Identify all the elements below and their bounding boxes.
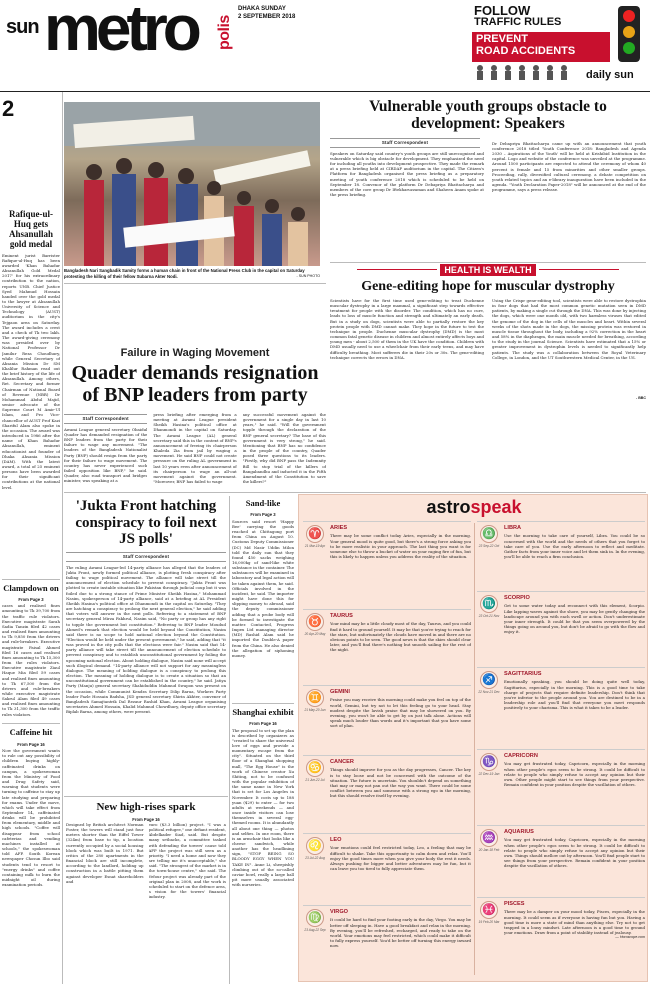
- capricorn-icon: ♑: [480, 753, 498, 771]
- human-chain-photo: [64, 102, 320, 266]
- aries-icon: ♈: [306, 525, 324, 543]
- quader-headline: Quader demands resignation of BNP leaders from party: [71, 362, 319, 407]
- gene-col-2: Using the Crispr gene-editing tool, scientists were able to restore dystrophin in four dogs that had the most common genetic mutation seen in DMD patients, by making a single cut through the DNA. This was done by injecting the dogs, which were one month old, with two harmless viruses that edited the genome of the dog in the cells of the muscles and heart. Within several weeks of the shots made in the dogs, the missing protein was restored in muscle tissue throughout the body, including a 92% correction in the heart and 58% in the diaphragm, the main muscle needed for breathing, according to the study in the journal Science. Scientists have estimated that a 15% or greater improvement in dystrophin levels is needed to significantly help patients. The study was a collaboration between the Royal Veterinary College, in London, and the UT Southwestern Medical Center, in the US.: [492, 298, 646, 360]
- quader-kicker-box: [64, 346, 326, 360]
- scorpio-icon: ♏: [480, 595, 498, 613]
- quader-top-rule: [64, 283, 326, 284]
- brand-sun: sun: [6, 16, 39, 38]
- virgo-dates: 23 Aug-22 Sep: [304, 928, 326, 932]
- caffeine-text: Now the government wants to rule out any possibility of children buying highly-caffeinated drinks on campus, a spokeswoman from the Ministry of Food and Drug Safety said, warning that students were turning to caffeine to stay up late studying and preparing for exams. Under the move, which will take effect from September 14, caffeinated drinks will be prohibited from elementary, middle and high schools. "Coffee will disappear from school cafeterias and vending machines installed at schools," the spokeswoman told AFP. South Korean newspaper Chosun Ilbo said students tend to resort to "energy drinks" and coffee containing milk to burn the midnight oil during examination periods.: [2, 748, 60, 888]
- aquarius-icon: ♒: [480, 829, 498, 847]
- masthead: [0, 0, 650, 92]
- scorpio-text: Get to some water today and reconnect with this element, Scorpio. Like lapping waves against the shore, you may be gently changing the landscape around you with each swell or action. Don't underestimate your inner strength. It could be that you seem overpowered by the things going on around you, but don't be afraid to go with the flow and enjoy it.: [504, 603, 645, 635]
- libra-name: LIBRA: [504, 525, 522, 531]
- sandlike-text: Sources said resort 'Happy Bee' carrying the goods reached at Chittagong port from China on August 10. Customs Deputy Commissioner (DC) Md Nasir Uddin Milon told the daily sun that they found 450 sacks weighing 16,000kg of sand-like white substance in the container. The substances will be examined in laboratory and legal action will be taken against them, he said. Officials involved in the incident, he said. The importer might have done this for slipping money to abroad, said the deputy commissioner adding that a probe body will be formed to investigate the matter. Contacted, Progress Impex Ltd managing director (MD) Rashid Alam said he imported the Double-A paper from the China. He also denied the allegation of siphoning money.: [232, 518, 294, 658]
- gene-col-1: Scientists have for the first time used gene-editing to treat Duchenne muscular dystrophy in a large mammal, a significant step towards effective treatment for people with the disorder. The condition, which has no cure, leads to loss of muscle function and strength and ultimately an early death. But in a study on dogs, scientists were able to partially restore the key protein people with DMD cannot make. They hope in the future to test the technique in people. Duchenne muscular dystrophy (DMD) is the most common fatal genetic disease in children and almost entirely affects boys and young men - about 2,500 of them in the UK have the condition. Children with DMD usually need to use a wheelchair from their early teens, and may have difficulty breathing. Most sufferers die in their 20s or 30s. The gene-editing technique corrects the errors in DNA.: [330, 298, 484, 360]
- aries-dates: 21 Mar-19 Apr: [304, 544, 326, 548]
- astro-title-b: speak: [470, 497, 522, 517]
- highrise-article: [66, 822, 226, 980]
- page-number: 2: [2, 96, 15, 121]
- middle-column-rule: [229, 496, 230, 984]
- quader-col-3: any successful movement against the government for a single day in last 10 years," he said. "Will the government topple through the declaration of the BNP general secretary? The base of this government is very strong," he said. Mentioning that BNP has no confidence in the people of the country, Quader posed three questions to its leaders. "Firstly, why did BNP pass the Indemnity Bill to stop trial of the killers of Bangabandhu and inducted it in the Fifth Amendment of the Constitution to save the killers?": [242, 412, 326, 485]
- astro-title: [299, 497, 649, 519]
- metro-logo: metro: [44, 0, 197, 64]
- masthead-rule: [0, 91, 650, 92]
- taurus-dates: 20 Apr-20 May: [304, 632, 326, 636]
- aries-text: There may be some conflict today Aries, especially in the morning. Your general mood is quite good, but there's a strong force asking you to be more realistic in your approach. The last thing you want is for someone else to throw a bucket of water on your raging fire of fun, but this is likely to happen unless you address the reality of the situation.: [330, 533, 471, 560]
- health-kicker: HEALTH IS WEALTH: [440, 264, 535, 276]
- sandlike-cont: From Page 3: [250, 512, 276, 518]
- metro-logo-side: polis: [216, 15, 233, 50]
- virgo-icon: ♍: [306, 909, 324, 927]
- sign-virgo: [303, 905, 471, 977]
- quader-col-1: Awami League general secretary Obaidul Quader has demanded resignation of the BNP leaders from the party for their failure to wage any movement. "The leaders of the Bangladesh Nationalist Party (BNP) should resign from the party for their failure to wage movement. The country has never experienced such failed opposition like BNP," he said. Quader, also road transport and bridges minister, was speaking at a: [64, 426, 148, 483]
- sign-capricorn: [477, 749, 645, 825]
- gemini-dates: 21 May-20 Jun: [304, 708, 326, 712]
- clampdown-cont: From Page 3: [18, 596, 44, 602]
- rafique-headline: Rafique-ul-Huq gets Ahsanullah gold medal: [8, 209, 54, 249]
- aquarius-name: AQUARIUS: [504, 829, 534, 835]
- vulnerable-headline: Vulnerable youth groups obstacle to development: Speakers: [369, 98, 607, 133]
- astro-left-list: [303, 521, 471, 977]
- sign-aquarius: [477, 825, 645, 897]
- highrise-col-1: Designed by British architect Norman Foster, the towers will stand just four metres shorter than the Eiffel Tower (324m) from base to tip, a location currently occupied by a social housing block which was built in 1971. But critics of the 280 apartments in the financial block are still incomplete, according to the landlord, holding up construction in a battle pitting them against developer Esnat shareholders and: [66, 822, 144, 884]
- middle-column: [232, 498, 294, 984]
- taurus-text: Your mind may be a little cloudy most of the day, Taurus, and you could find it hard to ground yourself. It may be that you're trying to reach for the stars, but unfortunately the clouds have moved in and there are no obvious points to be seen. The good news is that the skies should clear later, and you'll find there's nothing but smooth sailing for the rest of the night.: [330, 621, 471, 653]
- sign-scorpio: [477, 591, 645, 667]
- caffeine-cont: From Page 16: [17, 741, 45, 747]
- crowd-illustration: [472, 64, 584, 80]
- highrise-cont: From Page 16: [132, 817, 160, 822]
- ad-line-follow: FOLLOW: [474, 3, 531, 18]
- jukta-headline: 'Jukta Front hatching conspiracy to foil next JS polls': [75, 498, 217, 547]
- photo-credit: - SUN PHOTO: [296, 273, 320, 278]
- date-line-2: 2 SEPTEMBER 2018: [238, 13, 296, 20]
- gemini-name: GEMINI: [330, 689, 350, 695]
- sagittarius-dates: 22 Nov-21 Dec: [478, 690, 500, 694]
- sign-leo: [303, 833, 471, 905]
- sign-gemini: [303, 685, 471, 755]
- shanghai-cont: From Page 16: [249, 720, 277, 726]
- astro-title-a: astro: [426, 497, 471, 517]
- sign-cancer: [303, 755, 471, 833]
- aquarius-dates: 20 Jan-18 Feb: [478, 848, 500, 852]
- ad-line-prevent: PREVENT: [476, 33, 528, 45]
- cancer-name: CANCER: [330, 759, 354, 765]
- gemini-icon: ♊: [306, 689, 324, 707]
- ad-red-box: [472, 32, 610, 62]
- sagittarius-name: SAGITTARIUS: [504, 671, 542, 677]
- astro-credit: — Horoscope.com: [615, 935, 645, 940]
- gemini-text: Praise you may receive this morning could make you feel on top of the world, Gemini, but try not to let this feeling go to your head. Stay modest despite the lavish praise that may be showered on you. By evening, you won't be able to get by on just talk alone. Actions will speak much louder than words and it's important that you have some sort of plan.: [330, 697, 471, 729]
- scorpio-dates: 23 Oct-21 Nov: [478, 614, 500, 618]
- quader-bottom-rule: [64, 492, 646, 493]
- clampdown-headline: Clampdown on: [2, 579, 60, 594]
- rafique-text: Eminent jurist Barrister Rafique-ul-Huq has been awarded 'Khan Bahadur Ahsanullah Gold Medal 2017' for his extraordinary contribution to the nation, reports UNB. Chief Justice Syed Mahmud Hossain handed over the gold medal to the lawyer at Ahsanullah University of Science and Technology (AUST) auditorium in the city's Tejgaon area on Saturday. The award includes a crest and a check of Tk two lakh. The award-giving ceremony was presided over by National Professor Dr Jamilur Reza Choudhury, while General Secretary of Ahsania Mission Dr SM Khalilur Rahman read out the brief history of the life of Ahsanullah. Among others, Ret. Secretary and former Chairman of National Board of Revenue (NBR) Dr Mohammad Abdul Majid, senior advocate of the Supreme Court M Amir-Ul Islam, and Pro Vice-chancellor of AUST Prof Kazi Shariful Alam also spoke in the occasion. The award was introduced in 1986 after the name of Khan Bahadur Ahsanullah, eminent educationist and founder of Dhaka Ahsania Mission (DAM). With the latest award, a total of 25 eminent persons have been awarded for their significant contributions at the national level.: [2, 252, 60, 490]
- jukta-byline: Staff Correspondent: [66, 552, 226, 562]
- traffic-ad[interactable]: [468, 2, 646, 88]
- pisces-dates: 19 Feb-20 Mar: [478, 920, 500, 924]
- ad-line-road: ROAD ACCIDENTS: [476, 44, 576, 57]
- gene-credit: - BBC: [636, 396, 646, 400]
- highrise-col-2: euro ($3.3 billion) project. "I was a political refugee," one defiant resident, Abdelkader Siad, said. But despite many setbacks, a committee tasked with defending the towers' cause told AFP the project was still seen as a priority. "I need a home and now they are telling me it's unacceptable," she said. "The strongest of the market is in the town-house centre," she said. The Vefour project was already part of the original plan in 2008, and the work is scheduled to start on the defence area, a vision for the towers' financial industry.: [148, 822, 226, 900]
- clampdown-text: cases and realised fines amounting to Tk 39,700 from the traffic rule violators. Executive magistrate Sarah Sadia Tanzin filed 42 cases and realised fines amounting to Tk 9,850 from the drivers and rule-breakers. Executive magistrate Faisal Ahmed filed 16 cases and realised fines amounting to Tk 15,300 from the rules violators. Executive magistrate Ziaul Haque Mia filed 59 cases and realised fines amounting to Tk 67,500 from the drivers and rule-breakers while executive magistrate Sakrul Alam filed 49 cases and realised fines amounting to Tk 31,300 from the traffic rules violators.: [2, 603, 60, 717]
- sandlike-headline: Sand-like: [245, 498, 281, 508]
- highrise-rule: [64, 796, 228, 797]
- astro-divider: [474, 523, 475, 975]
- sign-aries: [303, 521, 471, 609]
- ad-brand: daily sun: [586, 69, 634, 81]
- date-line-1: DHAKA SUNDAY: [238, 6, 286, 12]
- leo-icon: ♌: [306, 837, 324, 855]
- sign-taurus: [303, 609, 471, 685]
- left-column-rule: [62, 92, 63, 984]
- jukta-text: The ruling Awami League-led 14-party alliance has alleged that the leaders of Jukta Front, newly formed political alliance, is plotting fresh conspiracy after failing to wage political movement. The alliance will take street till the announcement of election schedule to prevent conspiracy. "Jukta Front was plotted to create instable situation like Pakistan through judicial coup but it was foiled due to a strong stance of Prime Minister Sheikh Hasina," Mohammad Nasim, spokesperson of 14-party alliance, said at a briefing at AL President Sheikh Hasina's political office at Dhanmondi in the capital on Saturday. "They are hatching a conspiracy to prolong the next general election," he said adding that voters will answer in the next polls. Referring to a statement of BNP secretary general Mirza Fakhrul, Nasim said, "No party or group has any right to topple the government but constitution." Referring to BNP leader Moudud Ahmed's remark that election would be held beyond the Constitution, Nasim said there is no scope to hold national election beyond the Constitution. "Election would be held under the present government," he said, adding that "it was proved in the city polls that the elections were fair." Nasim said that 14-party alliance will take street till the announcement of election schedule to prevent conspiracy and to establish unconstitutional government by foiling the upcoming national election. About holding dialogue, Nasim said none will accept such illogical demand. "14-party alliance will not support for any meaningless dialogue. The meaning of holding dialogue is a conspiracy to prolong this election. The meaning of holding dialogue is to create a situation so that an unconstitutional government can be established in the country," he said. Jatiya Party (Manju) general secretary Shahiduddin Mahmud Swapon was present on the occasion, while Communist Kendra Secretary Dilip Barua, Workers Party leader Fazle Hossain Badsha, JSD general secretary Shirin Akhter, convener of Bangladesh Samajtantrik Dal Rezaur Rashid Khan, Awami League organising secretaries Ahmed Hossain, Khalid Mahmud Chowdhury, deputy office secretary Biplab Barua, among others, were present.: [66, 564, 226, 715]
- libra-text: Use the morning to take care of yourself, Libra. You could be so concerned with the world and the needs of others that you forget to take care of you. Use the early afternoon to reflect and meditate. Gather facts from your inner voice and let them sink in. In the evening, you'll be able to reach a firm conclusion.: [504, 533, 645, 560]
- people-silhouette-icon: [472, 64, 584, 80]
- taurus-icon: ♉: [306, 613, 324, 631]
- taurus-name: TAURUS: [330, 613, 353, 619]
- cancer-dates: 21 Jun-22 Jul: [305, 778, 325, 782]
- vulnerable-byline: Staff Correspondent: [330, 138, 480, 148]
- caffeine-headline: Caffeine hit: [2, 723, 60, 738]
- left-column: [2, 210, 60, 934]
- quader-col-2: press briefing after emerging from a meeting at Awami League president Sheikh Hasina's political office at Dhanmondi in the capital on Saturday. The Awami League (AL) general secretary said this in the context of BNP's announcement of freeing its chairperson Khaleda Zia from jail by waging a movement. He said BNP could not create pressure on the ruling AL government in last 10 years even after announcement of its chairperson to wage an all-out movement against the government. "Moreover, BNP has failed to wage: [153, 412, 237, 485]
- jukta-article: [66, 550, 226, 797]
- photo-caption: [64, 268, 320, 279]
- capricorn-name: CAPRICORN: [504, 753, 538, 759]
- gene-headline: Gene-editing hope for muscular dystrophy: [361, 279, 615, 294]
- health-banner: [330, 262, 646, 276]
- shanghai-headline: Shanghai exhibit: [232, 703, 294, 718]
- pisces-name: PISCES: [504, 901, 525, 907]
- shanghai-text: The proposal to set up the plan is described by organizers as "created to share the universal love of eggs and provide a momentary escape from the city". Situated on the third floor of a Shanghai shopping mall, "The Egg House" is the work of Chinese creator Xu Shiting, not to be confused with the popular exhibition of the same name in New York that is set for Los Angeles in November. It costs up to 188 yuan ($29) to enter — for two adults at weekends — and once inside visitors can lose themselves in several egg-themed rooms. It is abundantly all about one thing — photos and selfies. In one room, there is an armchair that looks like a cheese sandwich, while another has the headlining sign, "STOP BEING SO BLOODY EGGY WHEN YOU TAKE IN". Anne Li, sheepishly climbing out of the so-called caviar bowl, really a large ball pit more usually associated with nurseries.: [232, 727, 294, 888]
- astro-box: [298, 494, 648, 982]
- aries-name: ARIES: [330, 525, 348, 531]
- virgo-name: VIRGO: [330, 909, 349, 915]
- cancer-text: Things should improve for you as the day progresses, Cancer. The key is to stay loose and not be concerned with the outcome of the situation. The future is uncertain. You shouldn't depend on something that may or may not pan out the way you want. There could be some conflict between you and someone with a strong ego in the morning, but this should resolve itself by evening.: [330, 767, 471, 799]
- vulnerable-article: [330, 136, 646, 257]
- ad-line-traffic: TRAFFIC RULES: [474, 16, 562, 28]
- quader-byline: Staff Correspondent: [64, 414, 147, 424]
- protest-scene-icon: [64, 102, 320, 266]
- sagittarius-text: Emotionally speaking, you should be doing quite well today, Sagittarius, especially in the morning. This is a good time to take charge of projects that require definite leadership. Don't think that you're inferior to the people around you. You are destined to be in a leadership role and you'll find that everyone you meet responds positively to your charisma. This is what it takes to be a leader.: [504, 679, 645, 711]
- sign-sagittarius: [477, 667, 645, 749]
- libra-dates: 23 Sep-22 Oct: [478, 544, 500, 548]
- traffic-light-icon: [618, 6, 640, 62]
- sign-libra: [477, 521, 645, 591]
- leo-dates: 23 Jul-22 Aug: [305, 856, 325, 860]
- sagittarius-icon: ♐: [480, 671, 498, 689]
- gene-article: [330, 298, 646, 402]
- issue-date: [238, 6, 295, 22]
- vulnerable-col-1: Speakers on Saturday said country's youth groups are still unrecognised and vulnerable which is big obstacle for development. They emphasized the need for including all youths into development prospective. They made the remark at a press briefing held at CIRDAP auditorium in the capital. The Citizen's Platform for Bangladesh organised the press briefing as a preparatory meeting of youth conference 2018 which is scheduled to be held on September 18. Convenor of the platform Dr Debapriya Bhattacharya and members of the core group Dr Iftekharuzzaman and Shaheen Anam spoke at the press briefing.: [330, 150, 484, 198]
- caption-text: Bangladesh Nari Sangbadik Samity forms a human chain in front of the National Press Club in the capital on Saturday protesting the killing of their fellow Subarna Akter Nodi.: [64, 268, 305, 279]
- quader-kicker-text: Failure in Waging Movement: [120, 346, 270, 359]
- pisces-icon: ♓: [480, 901, 498, 919]
- quader-article: [64, 412, 326, 486]
- aquarius-text: You may get frustrated today, Capricorn, especially in the morning when other people's egos seem to be strong. It could be difficult to relate to people who simply refuse to accept any opinion but their own. Things should mellow out by afternoon. You'll find people start to see things from your perspective. Remain confident in your position despite the vacillation of others.: [504, 837, 645, 869]
- astro-right-list: [477, 521, 645, 975]
- cancer-icon: ♋: [306, 759, 324, 777]
- libra-icon: ♎: [480, 525, 498, 543]
- pisces-text: There may be a damper on your mood today, Pisces, especially in the morning. It could seem as if everyone is having fun but you. Having a good time is more a state of mind than anything else. Try not to get trapped in a lousy mindset. Late afternoon is a good time to ground your emotions. Draw from a point of stability instead of jealousy.: [504, 909, 645, 936]
- capricorn-text: You may get frustrated today, Capricorn, especially in the morning when other people's egos seem to be strong. It could be difficult to relate to people who simply refuse to accept any opinion but their own. Other people might start to see things from your perspective. Remain confident in your position despite the vacillation of others.: [504, 761, 645, 788]
- capricorn-dates: 22 Dec-19 Jan: [478, 772, 500, 776]
- virgo-text: It could be hard to find your footing early in the day, Virgo. You may be better off sleeping in. Have a good breakfast and relax in the morning. By evening, you'll be refreshed, recharged, and ready to take on the world. Your emotions may feel restricted, which could make it difficult to fully express yourself. You'd be better off turning this energy inward now.: [330, 917, 471, 949]
- leo-text: Your emotions could feel restricted today, Leo, a feeling that may be difficult to shake. Take this opportunity to calm down and relax. You'll enjoy the good times more when you give your body the rest it needs. Always pushing for bigger and better adventures may be fun, but it can leave you too tired to fully appreciate them.: [330, 845, 471, 872]
- highrise-headline: New high-rises spark: [96, 801, 196, 813]
- leo-name: LEO: [330, 837, 342, 843]
- vulnerable-col-2: Dr Debapriya Bhattacharya came up with an announcement that youth conference 2018 titled 'Youth Conference 2018: Bangladesh and Agenda 2030 – Aspirations of the Youth' will be held at Krishibid Institution in the capital. Logo and website of the conference was unveiled at the programme. Around 1500 participants are expected to attend the ceremony of whom 40 percent is female and 15 from minorities and other smaller groups. Proceeding, rally, diversified cultural ceremony, a debate competition on youth related topics and an e-library inauguration have been included in the agenda. "Youth Declaration Paper-2018" will be announced at the end of the programme, says a press release.: [492, 140, 646, 193]
- sign-pisces: [477, 897, 645, 975]
- scorpio-name: SCORPIO: [504, 595, 530, 601]
